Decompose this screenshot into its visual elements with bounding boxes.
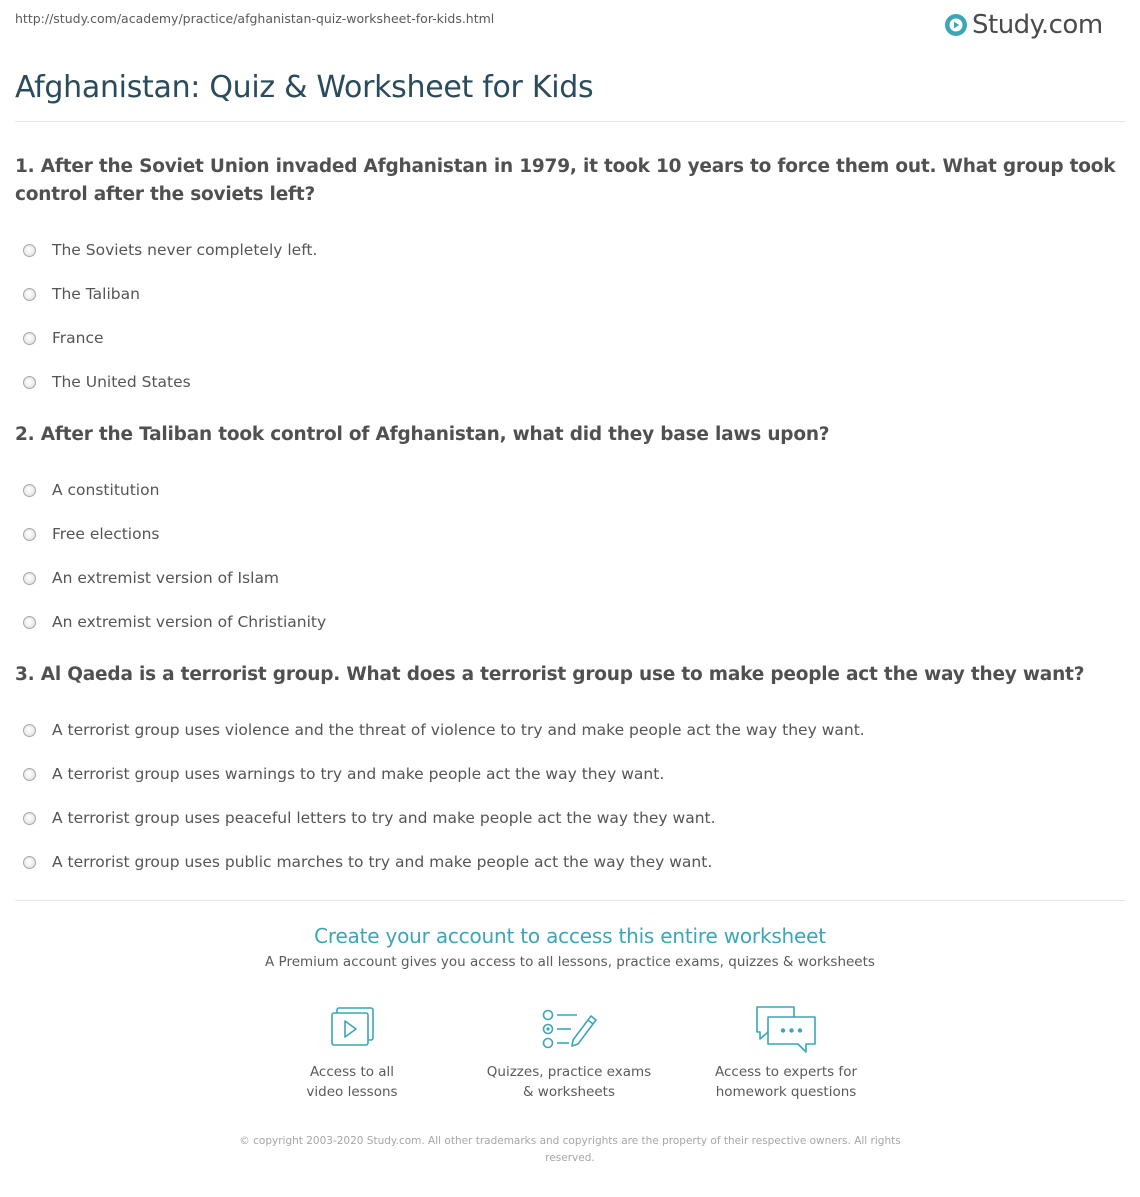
answer-label: A terrorist group uses public marches to try and make people act the way they want. (52, 852, 713, 871)
radio-button[interactable] (23, 332, 36, 345)
answer-label: A terrorist group uses peaceful letters to try and make people act the way they want. (52, 808, 716, 827)
radio-button[interactable] (23, 528, 36, 541)
footer-copyright (210, 1133, 930, 1167)
answer-label: A constitution (52, 480, 160, 499)
feature-label-line2: & worksheets (522, 1084, 615, 1100)
feature-label-line1: Quizzes, practice exams (486, 1064, 652, 1080)
page-title: Afghanistan: Quiz & Worksheet for Kids (15, 70, 594, 105)
radio-button[interactable] (23, 856, 36, 869)
answer-label: A terrorist group uses violence and the threat of violence to try and make people act the way they want. (52, 720, 865, 739)
top-bar (0, 0, 1140, 50)
radio-button[interactable] (23, 572, 36, 585)
answer-option[interactable] (15, 468, 1125, 512)
answer-option[interactable] (15, 600, 1125, 644)
answer-label: Free elections (52, 524, 160, 543)
feature-quizzes (469, 1004, 669, 1102)
answer-label: The Soviets never completely left. (52, 240, 318, 259)
radio-button[interactable] (23, 768, 36, 781)
answer-option[interactable] (15, 796, 1125, 840)
radio-button[interactable] (23, 244, 36, 257)
radio-button[interactable] (23, 376, 36, 389)
radio-button[interactable] (23, 616, 36, 629)
video-lessons-icon (324, 1004, 380, 1056)
answer-option[interactable] (15, 708, 1125, 752)
answer-label: France (52, 328, 104, 347)
question-1 (15, 153, 1125, 404)
divider (15, 121, 1125, 122)
quiz-checklist-icon (539, 1004, 599, 1056)
cta-subtitle: A Premium account gives you access to all lessons, practice exams, quizzes & worksheets (265, 954, 875, 970)
radio-button[interactable] (23, 812, 36, 825)
answer-option[interactable] (15, 840, 1125, 884)
answer-option[interactable] (15, 360, 1125, 404)
footer-line-1: © copyright 2003-2020 Study.com. All other trademarks and copyrights are the property of their respective owners. All rights (239, 1135, 901, 1147)
question-2 (15, 421, 1125, 644)
answer-list (15, 228, 1125, 404)
question-text: 2. After the Taliban took control of Afghanistan, what did they base laws upon? (15, 424, 830, 445)
answer-label: The Taliban (52, 284, 140, 303)
answer-option[interactable] (15, 272, 1125, 316)
feature-video-lessons (252, 1004, 452, 1102)
question-3 (15, 661, 1125, 884)
radio-button[interactable] (23, 484, 36, 497)
answer-option[interactable] (15, 316, 1125, 360)
question-text: 3. Al Qaeda is a terrorist group. What does a terrorist group use to make people act the way they want? (15, 664, 1085, 685)
feature-label-line2: homework questions (715, 1084, 857, 1100)
answer-option[interactable] (15, 556, 1125, 600)
feature-label-line2: video lessons (306, 1084, 398, 1100)
answer-list (15, 708, 1125, 884)
answer-label: An extremist version of Christianity (52, 612, 327, 631)
feature-label-line1: Access to all (309, 1064, 395, 1080)
answer-label: A terrorist group uses warnings to try and make people act the way they want. (52, 764, 665, 783)
question-text: 1. After the Soviet Union invaded Afghanistan in 1979, it took 10 years to force them out. What group took control after the soviets left? (15, 156, 1116, 205)
radio-button[interactable] (23, 724, 36, 737)
answer-label: An extremist version of Islam (52, 568, 280, 587)
feature-label-line1: Access to experts for (714, 1064, 857, 1080)
logo-text: Study.com (972, 10, 1103, 40)
answer-option[interactable] (15, 228, 1125, 272)
footer-line-2: reserved. (545, 1152, 595, 1164)
play-circle-logo-icon (944, 13, 968, 37)
answer-option[interactable] (15, 752, 1125, 796)
study-logo[interactable] (944, 8, 1103, 42)
divider (15, 900, 1125, 901)
answer-label: The United States (52, 372, 191, 391)
page-url: http://study.com/academy/practice/afghanistan-quiz-worksheet-for-kids.html (15, 11, 495, 26)
chat-bubbles-icon (754, 1004, 818, 1056)
feature-experts (686, 1004, 886, 1102)
answer-option[interactable] (15, 512, 1125, 556)
cta-title[interactable]: Create your account to access this entire worksheet (314, 924, 826, 948)
radio-button[interactable] (23, 288, 36, 301)
answer-list (15, 468, 1125, 644)
